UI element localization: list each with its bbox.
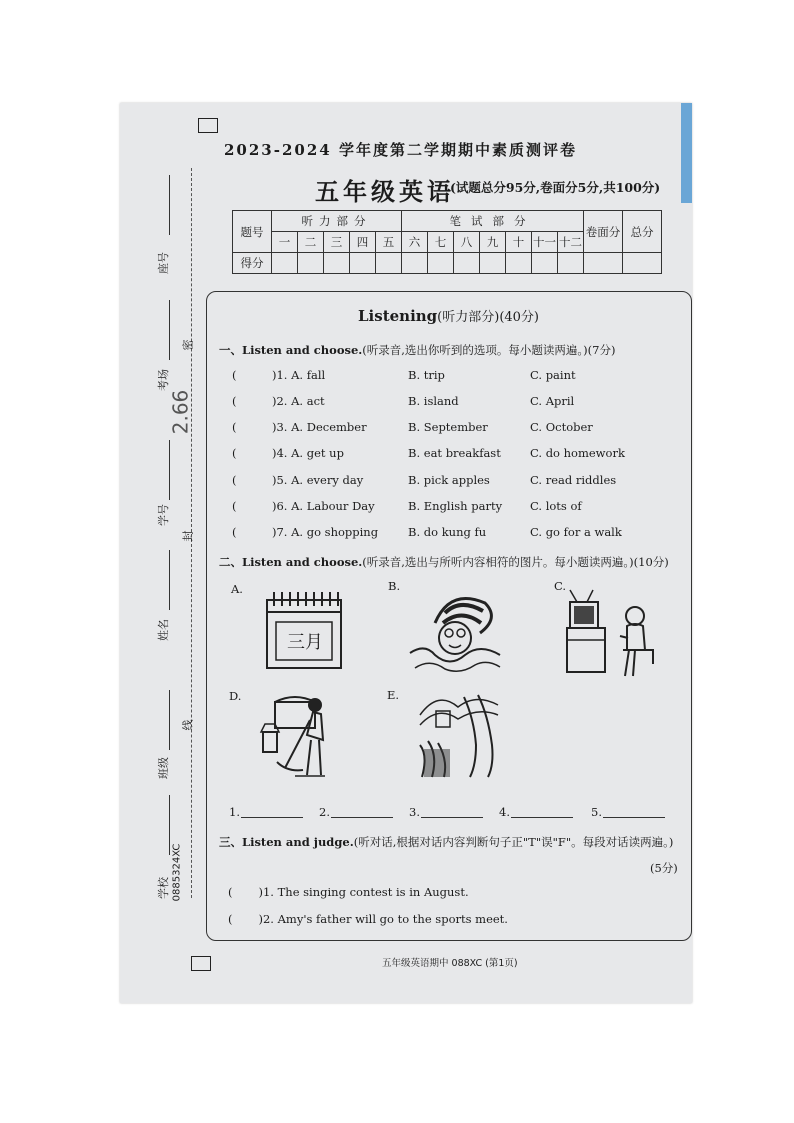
- choice-paren: (: [232, 420, 237, 434]
- choice-option-c: C. paint: [530, 368, 576, 382]
- judge-item-1[interactable]: [228, 885, 469, 899]
- blank-label-5: 5.: [591, 805, 602, 819]
- score-cell[interactable]: [480, 253, 506, 274]
- choice-option-c: C. October: [530, 420, 593, 434]
- score-cell[interactable]: [298, 253, 324, 274]
- answer-blank-1[interactable]: [241, 805, 303, 818]
- row-label-question: 题号: [233, 211, 272, 253]
- judge-text: )2. Amy's father will go to the sports meet.: [258, 912, 508, 926]
- qnum: 十: [506, 232, 532, 253]
- school-blank: [169, 795, 170, 855]
- student-no-blank: [169, 440, 170, 500]
- picture-label-a: A.: [231, 582, 243, 596]
- background-strip: [681, 103, 692, 203]
- answer-blank-2[interactable]: [331, 805, 393, 818]
- choice-paren: (: [232, 525, 237, 539]
- choice-option-b: B. September: [408, 420, 488, 434]
- seat-blank: [169, 175, 170, 235]
- qnum: 五: [376, 232, 402, 253]
- qnum: 三: [324, 232, 350, 253]
- judge-item-2[interactable]: [228, 912, 508, 926]
- section-title-sub: (听力部分)(40分): [437, 310, 540, 325]
- judge-text: )1. The singing contest is in August.: [258, 885, 469, 899]
- part3-instruction: (听对话,根据对话内容判断句子正"T"误"F"。每段对话读两遍。): [353, 835, 674, 849]
- part3-score: (5分): [650, 861, 678, 875]
- choice-option-a: )4. A. get up: [272, 446, 344, 460]
- choice-option-b: B. eat breakfast: [408, 446, 501, 460]
- choice-option-b: B. English party: [408, 499, 503, 513]
- qnum: 十二: [558, 232, 584, 253]
- answer-blank-3[interactable]: [421, 805, 483, 818]
- score-cell[interactable]: [428, 253, 454, 274]
- judge-paren: (: [228, 885, 233, 899]
- choice-option-c: C. go for a walk: [530, 525, 622, 539]
- cleaning-picture: [255, 690, 355, 782]
- picture-label-d: D.: [229, 689, 242, 703]
- name-label: 姓名: [157, 619, 170, 641]
- blank-label-3: 3.: [409, 805, 420, 819]
- choice-option-a: )7. A. go shopping: [272, 525, 379, 539]
- score-cell[interactable]: [376, 253, 402, 274]
- qnum: 四: [350, 232, 376, 253]
- score-cell[interactable]: [558, 253, 584, 274]
- choice-paren: (: [232, 368, 237, 382]
- score-cell[interactable]: [324, 253, 350, 274]
- qnum: 一: [272, 232, 298, 253]
- handwritten-note: 2.66: [168, 389, 193, 435]
- score-cell[interactable]: [350, 253, 376, 274]
- qnum: 二: [298, 232, 324, 253]
- student-no-label: 学号: [157, 504, 170, 526]
- page-title: 五年级英语: [315, 177, 455, 206]
- judge-paren: (: [228, 912, 233, 926]
- page-footer: 五年级英语期中 088XC (第1页): [382, 958, 518, 969]
- score-cell[interactable]: [532, 253, 558, 274]
- choice-option-b: B. trip: [408, 368, 445, 382]
- picture-label-e: E.: [387, 688, 400, 702]
- cleaning-icon: [255, 690, 355, 782]
- answer-blank-5[interactable]: [603, 805, 665, 818]
- choice-option-c: C. read riddles: [530, 473, 617, 487]
- swimmer-icon: [405, 583, 505, 678]
- picture-label-c: C.: [554, 579, 567, 593]
- choice-option-b: B. island: [408, 394, 459, 408]
- exam-room-blank: [169, 300, 170, 360]
- qnum: 十一: [532, 232, 558, 253]
- registration-mark: [198, 118, 218, 133]
- blank-label-1: 1.: [229, 805, 240, 819]
- qnum: 六: [402, 232, 428, 253]
- exam-year-line: 2023-2024 学年度第二学期期中素质测评卷: [224, 141, 577, 159]
- row-label-score: 得分: [233, 253, 272, 274]
- choice-paren: (: [232, 473, 237, 487]
- great-wall-icon: [418, 685, 500, 779]
- tv-icon: [565, 588, 665, 680]
- part3-heading-line: [219, 834, 673, 850]
- score-cell[interactable]: [623, 253, 662, 274]
- score-cell[interactable]: [454, 253, 480, 274]
- part1-heading-line: [219, 342, 615, 358]
- choice-option-c: C. do homework: [530, 446, 625, 460]
- neatness-header: 卷面分: [584, 211, 623, 253]
- section-title: [358, 306, 539, 325]
- qnum: 八: [454, 232, 480, 253]
- choice-option-b: B. do kung fu: [408, 525, 487, 539]
- blank-label-4: 4.: [499, 805, 510, 819]
- choice-option-a: )6. A. Labour Day: [272, 499, 375, 513]
- choice-option-a: )2. A. act: [272, 394, 325, 408]
- part2-instruction: (听录音,选出与所听内容相符的图片。每小题读两遍。)(10分): [362, 555, 669, 569]
- registration-mark: [191, 956, 211, 971]
- score-cell[interactable]: [584, 253, 623, 274]
- group-listening: 听力部分: [272, 211, 402, 232]
- choice-paren: (: [232, 446, 237, 460]
- score-cell[interactable]: [272, 253, 298, 274]
- choice-option-b: B. pick apples: [408, 473, 490, 487]
- calendar-month-text: 三月: [287, 632, 323, 653]
- watching-tv-picture: [565, 588, 665, 680]
- picture-label-b: B.: [388, 579, 401, 593]
- choice-paren: (: [232, 499, 237, 513]
- choice-paren: (: [232, 394, 237, 408]
- score-note: (试题总分95分,卷面分5分,共100分): [450, 180, 661, 195]
- section-title-main: Listening: [358, 307, 438, 325]
- fold-mark-xian: 线: [181, 719, 195, 731]
- paper-code: 0885324XC: [171, 843, 183, 902]
- fold-mark-feng: 封: [181, 530, 195, 542]
- choice-option-a: )1. A. fall: [272, 368, 326, 382]
- answer-blank-4[interactable]: [511, 805, 573, 818]
- school-label: 学校: [157, 877, 170, 899]
- seat-label: 座号: [157, 252, 170, 274]
- part3-heading: 三、Listen and judge.: [219, 835, 354, 849]
- choice-option-c: C. lots of: [530, 499, 582, 513]
- group-writing: 笔试部分: [402, 211, 584, 232]
- choice-option-a: )5. A. every day: [272, 473, 364, 487]
- swimming-picture: [405, 583, 505, 678]
- part1-heading: 一、Listen and choose.: [219, 343, 363, 357]
- score-table: [232, 210, 662, 274]
- exam-room-label: 考场: [157, 369, 170, 391]
- qnum: 九: [480, 232, 506, 253]
- great-wall-picture: [418, 685, 500, 779]
- part1-instruction: (听录音,选出你听到的选项。每小题读两遍。)(7分): [362, 343, 616, 357]
- total-header: 总分: [623, 211, 662, 253]
- choice-option-c: C. April: [530, 394, 575, 408]
- choice-option-a: )3. A. December: [272, 420, 367, 434]
- qnum: 七: [428, 232, 454, 253]
- fold-mark-mi: 密: [181, 339, 195, 351]
- class-label: 班级: [157, 757, 170, 779]
- blank-label-2: 2.: [319, 805, 330, 819]
- part2-heading: 二、Listen and choose.: [219, 555, 363, 569]
- class-blank: [169, 690, 170, 750]
- name-blank: [169, 550, 170, 610]
- score-cell[interactable]: [402, 253, 428, 274]
- score-cell[interactable]: [506, 253, 532, 274]
- part2-heading-line: [219, 554, 669, 570]
